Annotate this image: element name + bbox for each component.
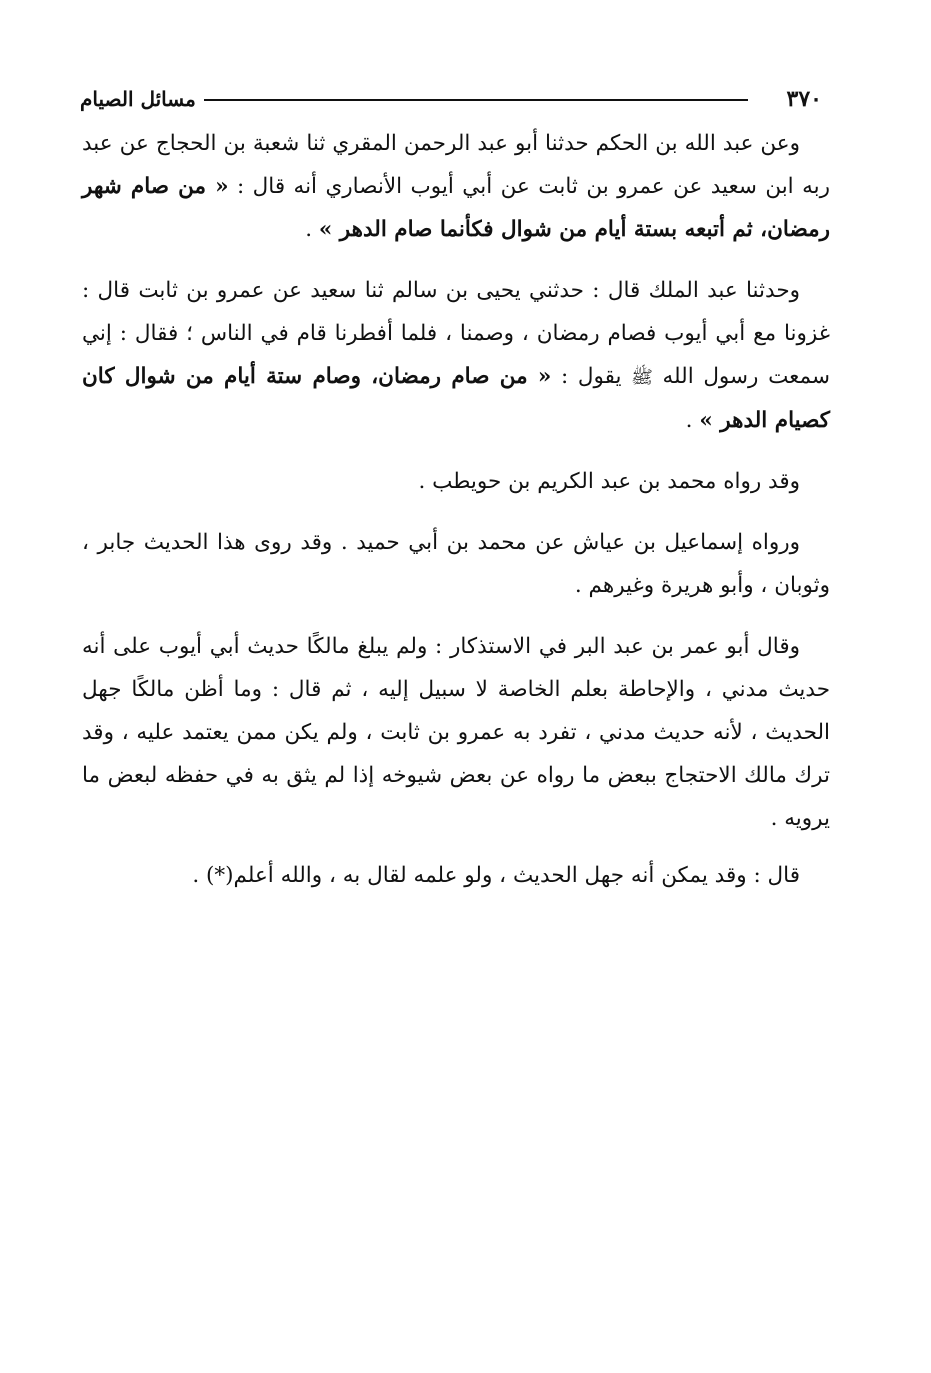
paragraph-text-mid: يقول : [551, 364, 632, 389]
hadith-quote: « من صام رمضان، وصام ستة أيام من شوال كان كصيام الدهر » [82, 364, 830, 433]
header-rule [204, 99, 748, 101]
page-body [82, 122, 830, 915]
paragraph-text: وحدثنا عبد الملك قال : حدثني يحيى بن سالم ثنا سعيد عن عمرو بن ثابت قال : غزونا مع أبي أيوب فصام رمضان ، وصمنا ، فلما أفطرنا قام في الناس ؛ فقال : إني سمعت رسول الله [82, 278, 831, 389]
paragraph-end: . [305, 217, 319, 242]
paragraph-narration-ayyash: ورواه إسماعيل بن عياش عن محمد بن أبي حميد . وقد روى هذا الحديث جابر ، وثوبان ، وأبو هريرة وغيرهم . [82, 530, 830, 598]
paragraph-hadith-abu-ayyub [82, 122, 830, 251]
paragraph-end: . [685, 408, 700, 433]
paragraph-ibn-abd-al-barr: وقال أبو عمر بن عبد البر في الاستذكار : ولم يبلغ مالكًا حديث أبي أيوب على أنه حديث مدني ، والإحاطة بعلم الخاصة لا سبيل إليه ، ثم قال : وما أظن مالكًا جهل الحديث ، لأنه حديث مدني ، تفرد به عمرو بن ثابت ، ولم يكن ممن يعتمد عليه ، وقد ترك مالك الاحتجاج ببعض ما رواه عن بعض شيوخه إذا لم يثق به في حفظه لبعض ما يرويه . [82, 634, 830, 831]
running-title: مسائل الصيام [80, 87, 196, 111]
paragraph-text: وعن عبد الله بن الحكم حدثنا أبو عبد الرحمن المقري ثنا شعبة بن الحجاج عن عبد ربه ابن سعيد عن عمرو بن ثابت عن أبي أيوب الأنصاري أنه قال : [82, 131, 830, 199]
page-number: ٣٧٠ [786, 86, 822, 112]
hadith-quote: « من صام شهر رمضان، ثم أتبعه بستة أيام من شوال فكأنما صام الدهر » [82, 174, 830, 242]
paragraph-hadith-amr [82, 269, 830, 442]
paragraph-conclusion: قال : وقد يمكن أنه جهل الحديث ، ولو علمه لقال به ، والله أعلم(*) . [192, 863, 800, 888]
honorific-symbol: ﷺ [631, 367, 653, 388]
page-header [80, 84, 822, 116]
paragraph-narration-huwaytib: وقد رواه محمد بن عبد الكريم بن حويطب . [418, 469, 800, 494]
